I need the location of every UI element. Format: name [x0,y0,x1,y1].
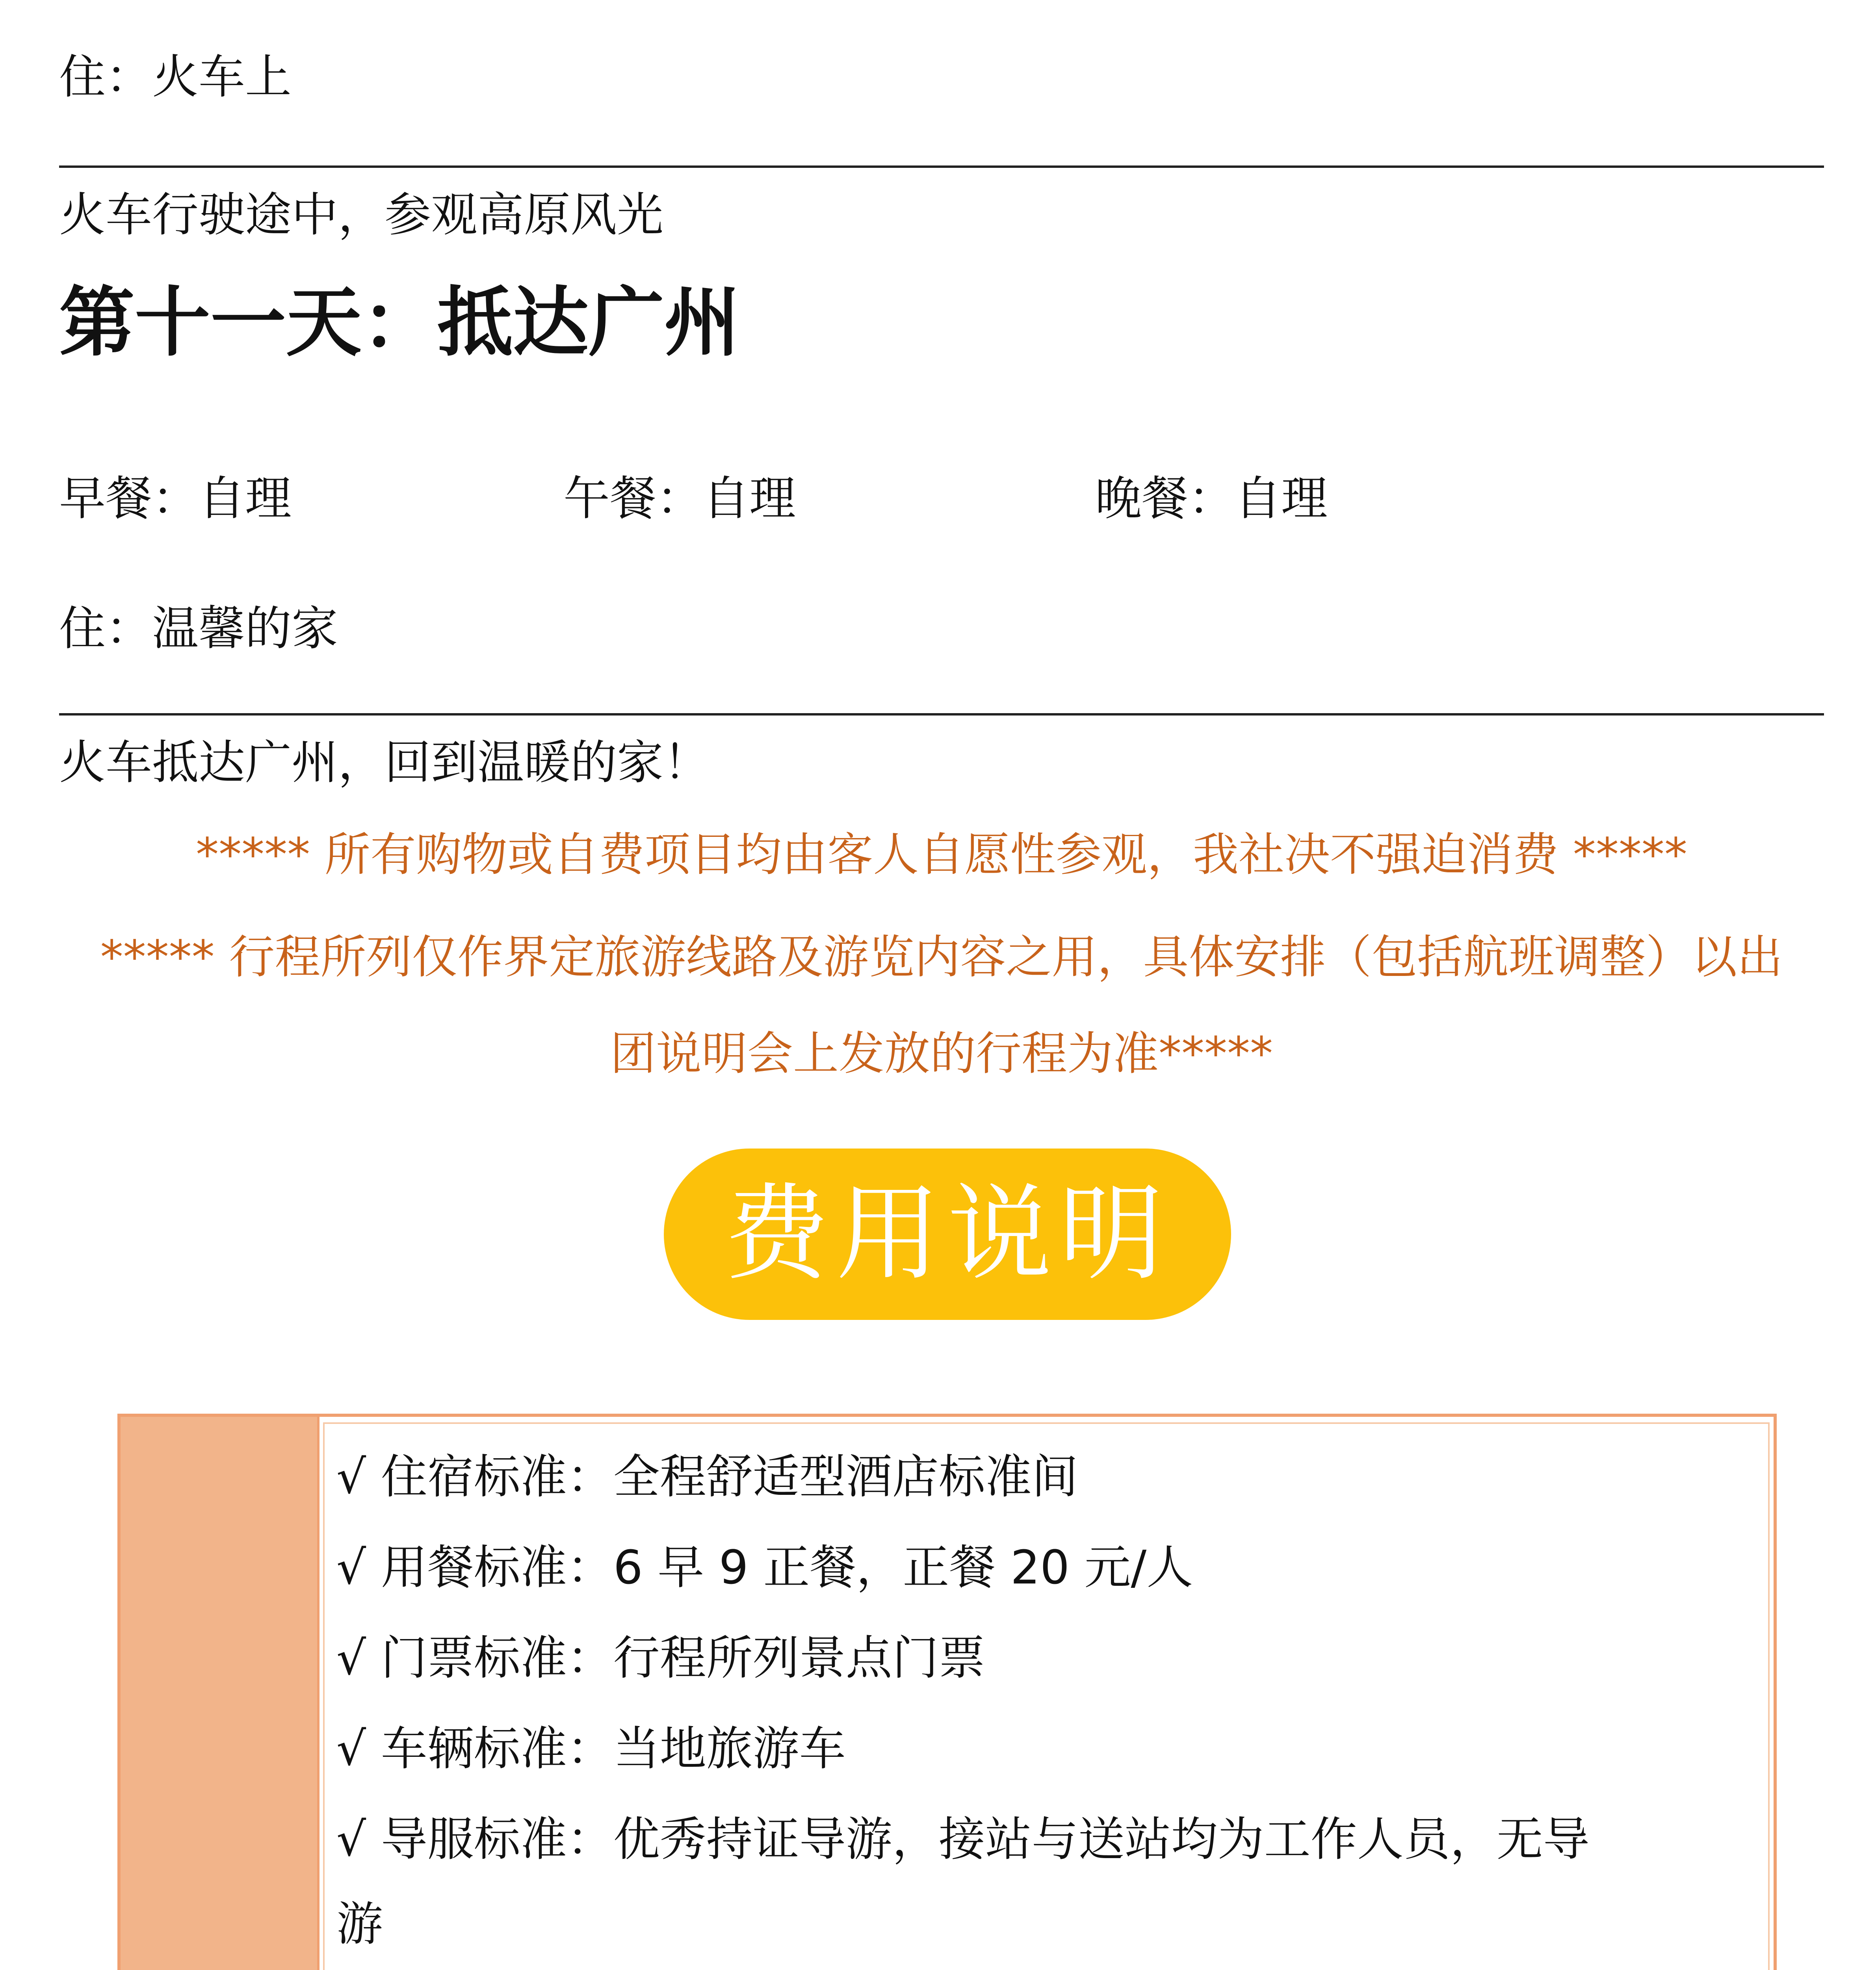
day11-breakfast: 早餐：自理 [59,471,292,526]
standard-meals: √ 用餐标准：6 早 9 正餐，正餐 20 元/人 [336,1540,1193,1595]
standard-vehicle: √ 车辆标准：当地旅游车 [336,1721,846,1776]
day11-dinner: 晚餐：自理 [1095,471,1328,526]
notice-shopping: ***** 所有购物或自费项目均由客人自愿性参观，我社决不强迫消费 ***** [196,828,1687,881]
day11-description: 火车抵达广州，回到温暖的家！ [59,735,710,790]
day10-stay: 住：火车上 [59,50,292,104]
fee-section-badge: 费用说明 [664,1149,1231,1320]
standards-label-cell [121,1417,319,1970]
notice-itinerary-line2: 团说明会上发放的行程为准***** [610,1027,1273,1080]
standard-accommodation: √ 住宿标准：全程舒适型酒店标准间 [336,1450,1078,1504]
standard-guide: √ 导服标准：优秀持证导游，接站与送站均为工作人员，无导 [336,1812,1590,1866]
divider-line [59,165,1824,168]
day11-lunch: 午餐：自理 [563,471,796,526]
standard-tickets: √ 门票标准：行程所列景点门票 [336,1631,985,1685]
standards-table [117,1414,1777,1970]
standard-guide-cont: 游 [336,1897,383,1951]
day11-stay: 住：温馨的家 [59,601,338,656]
divider-line [59,713,1824,716]
day10-description: 火车行驶途中，参观高原风光 [59,188,664,242]
notice-itinerary-line1: ***** 行程所列仅作界定旅游线路及游览内容之用，具体安排（包括航班调整）以出 [100,931,1783,984]
day11-title: 第十一天：抵达广州 [59,279,740,367]
